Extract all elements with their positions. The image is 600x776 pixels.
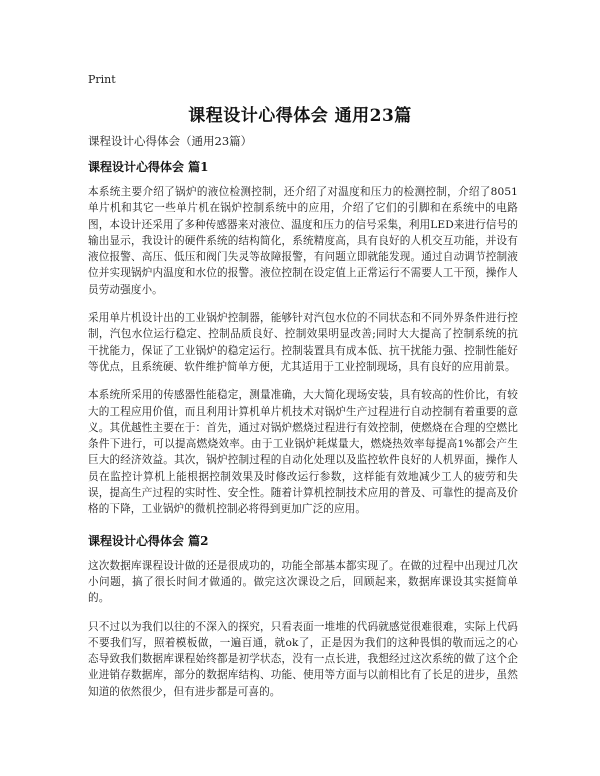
paragraph: 只不过以为我们以往的不深入的探究，只看表面一堆堆的代码就感觉很难很难，实际上代码不要我们写，照着模板做，一遍百通，就ok了，正是因为我们的这种畏惧的敬而远之的心态导致我们数据库课程始终都是初学状态，没有一点长进，我想经过这次系统的做了这个企业进销存数据库，部分的数据库结构、功能、使用等方面与以前相比有了长足的进步，虽然知道的依然很少，但有进步都是可喜的。 — [88, 620, 518, 698]
paragraph: 这次数据库课程设计做的还是很成功的，功能全部基本都实现了。在做的过程中出现过几次小问题，搞了很长时间才做通的。做完这次课设之后，回顾起来，数据库课设其实挺简单的。 — [88, 559, 518, 605]
document-title: 课程设计心得体会 通用23篇 — [188, 106, 412, 126]
section-1 — [88, 158, 518, 518]
section-heading: 课程设计心得体会 篇2 — [88, 533, 209, 548]
print-label[interactable]: Print — [88, 73, 116, 86]
section-heading: 课程设计心得体会 篇1 — [88, 160, 209, 174]
paragraph: 采用单片机设计出的工业锅炉控制器，能够针对汽包水位的不同状态和不同外界条件进行控制，汽包水位运行稳定、控制品质良好、控制效果明显改善;同时大大提高了控制系统的抗干扰能力，保证了工业锅炉的稳定运行。控制装置具有成本低、抗干扰能力强、控制性能好等优点，且系统硬、软件维护简单方便，尤其适用于工业控制现场，具有良好的应用前景。 — [88, 312, 518, 373]
section-2 — [88, 532, 518, 700]
paragraph: 本系统主要介绍了锅炉的液位检测控制，还介绍了对温度和压力的检测控制，介绍了8051单片机和其它一些单片机在锅炉控制系统中的应用，介绍了它们的引脚和在系统中的电路图，本设计还采用了多种传感器来对液位、温度和压力的信号采集，利用LED来进行信号的输出显示，我设计的硬件系统的结构简化，系统精度高，具有良好的人机交互功能，并设有液位报警、高压、低压和阀门失灵等故障报警，有问题立即就能发现。通过自动调节控制液位并实现锅炉内温度和水位的报警。液位控制在设定值上正常运行不需要人工干预，操作人员劳动强度小。 — [88, 186, 518, 296]
paragraph: 本系统所采用的传感器性能稳定，测量准确，大大简化现场安装，具有较高的性价比，有较大的工程应用价值，而且利用计算机单片机技术对锅炉生产过程进行自动控制有着重要的意义。其优越性主要在于：首先，通过对锅炉燃烧过程进行有效控制，使燃烧在合理的空燃比条件下进行，可以提高燃烧效率。由于工业锅炉耗煤量大，燃烧热效率每提高1%都会产生巨大的经济效益。其次，锅炉控制过程的自动化处理以及监控软件良好的人机界面，操作人员在监控计算机上能根据控制效果及时修改运行参数，这样能有效地减少工人的疲劳和失误，提高生产过程的实时性、安全性。随着计算机控制技术应用的普及、可靠性的提高及价格的下降，工业锅炉的微机控制必将得到更加广泛的应用。 — [88, 389, 518, 516]
document-body — [88, 158, 518, 714]
document-subtitle: 课程设计心得体会（通用23篇） — [88, 134, 253, 148]
